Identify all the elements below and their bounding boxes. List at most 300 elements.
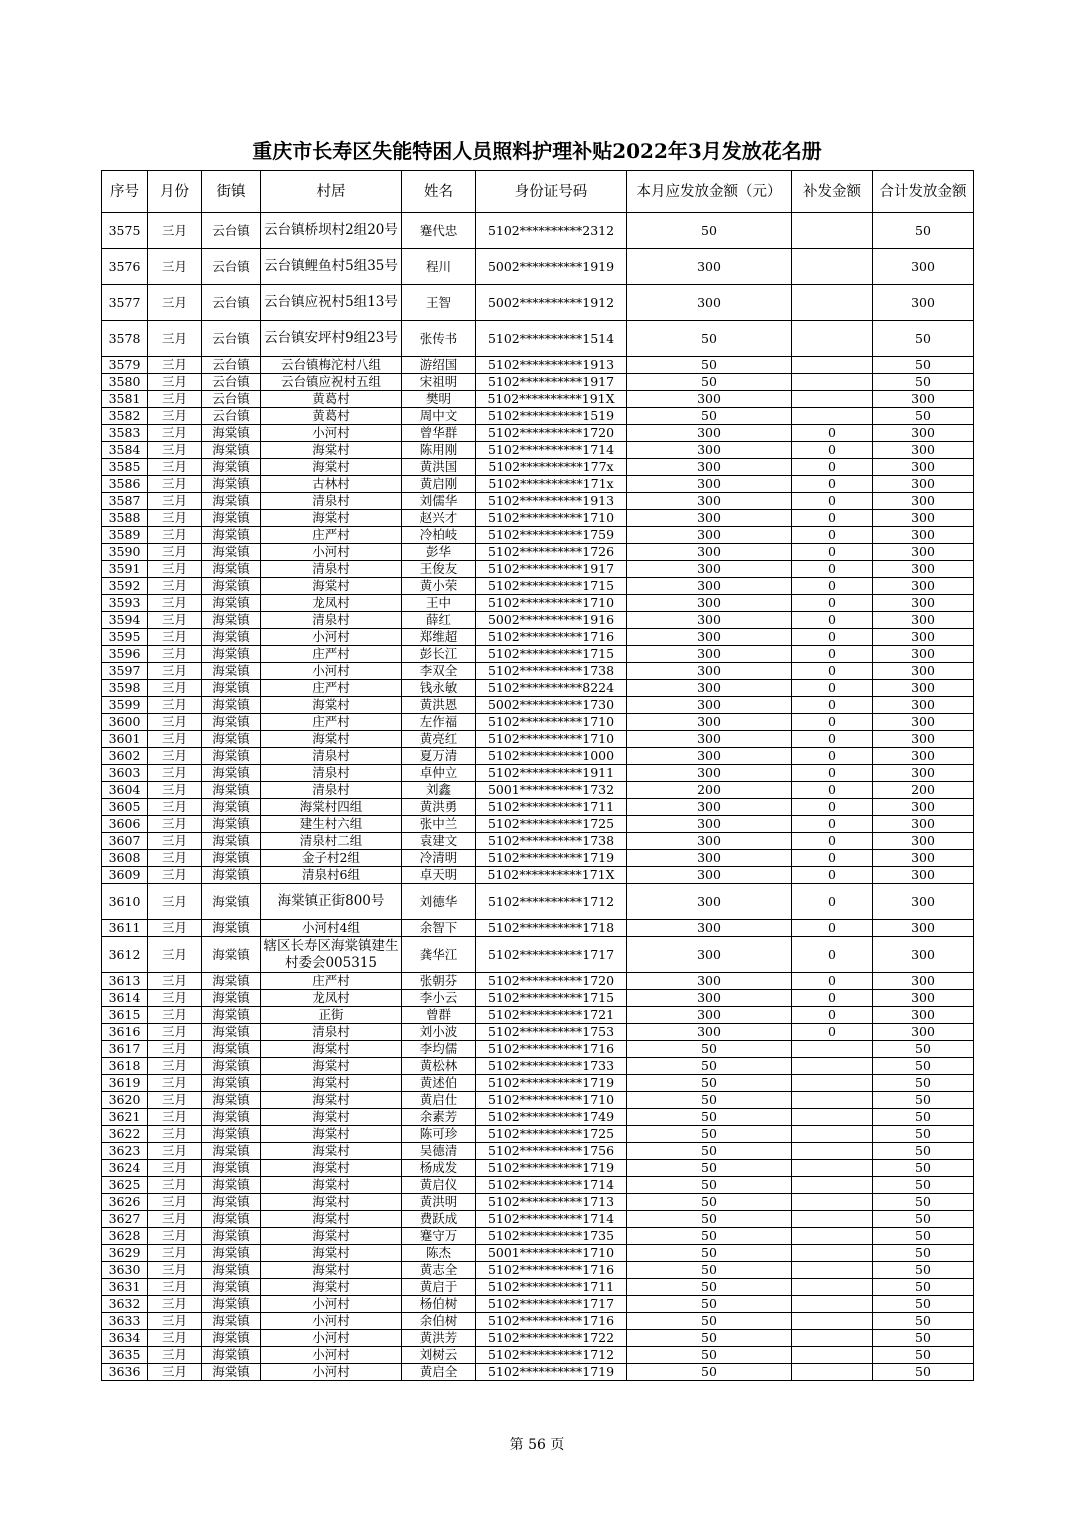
cell-month: 三月 bbox=[148, 1194, 202, 1211]
table-row bbox=[102, 1364, 974, 1381]
cell-amount: 300 bbox=[627, 990, 792, 1007]
cell-extra bbox=[792, 1228, 873, 1245]
cell-id: 5102**********171x bbox=[476, 476, 627, 493]
table-row bbox=[102, 973, 974, 990]
col-header-total: 合计发放金额 bbox=[873, 171, 974, 213]
cell-extra: 0 bbox=[792, 493, 873, 510]
cell-village: 海棠村 bbox=[261, 1109, 402, 1126]
cell-extra bbox=[792, 213, 873, 249]
table-row bbox=[102, 867, 974, 884]
cell-no: 3592 bbox=[102, 578, 148, 595]
cell-village: 云台镇鲤鱼村5组35号 bbox=[261, 249, 402, 285]
cell-village: 云台镇安坪村9组23号 bbox=[261, 321, 402, 357]
cell-town: 海棠镇 bbox=[202, 973, 261, 990]
cell-no: 3632 bbox=[102, 1296, 148, 1313]
cell-no: 3621 bbox=[102, 1109, 148, 1126]
cell-amount: 300 bbox=[627, 510, 792, 527]
cell-month: 三月 bbox=[148, 476, 202, 493]
cell-id: 5102**********1722 bbox=[476, 1330, 627, 1347]
cell-town: 海棠镇 bbox=[202, 1160, 261, 1177]
cell-id: 5102**********1719 bbox=[476, 1075, 627, 1092]
table-row bbox=[102, 748, 974, 765]
table-row bbox=[102, 833, 974, 850]
table-row bbox=[102, 459, 974, 476]
table-body bbox=[102, 213, 974, 1381]
cell-name: 郑维超 bbox=[402, 629, 476, 646]
col-header-amount: 本月应发放金额（元） bbox=[627, 171, 792, 213]
table-row bbox=[102, 442, 974, 459]
cell-id: 5102**********1735 bbox=[476, 1228, 627, 1245]
cell-extra bbox=[792, 1313, 873, 1330]
cell-town: 海棠镇 bbox=[202, 1211, 261, 1228]
cell-extra: 0 bbox=[792, 748, 873, 765]
cell-amount: 300 bbox=[627, 748, 792, 765]
cell-month: 三月 bbox=[148, 1109, 202, 1126]
cell-month: 三月 bbox=[148, 493, 202, 510]
cell-total: 300 bbox=[873, 697, 974, 714]
cell-total: 300 bbox=[873, 1024, 974, 1041]
cell-total: 300 bbox=[873, 920, 974, 937]
cell-amount: 50 bbox=[627, 1245, 792, 1262]
cell-name: 黄亮红 bbox=[402, 731, 476, 748]
cell-total: 50 bbox=[873, 1347, 974, 1364]
cell-town: 海棠镇 bbox=[202, 782, 261, 799]
cell-name: 张中兰 bbox=[402, 816, 476, 833]
cell-id: 5102**********1716 bbox=[476, 1262, 627, 1279]
table-row bbox=[102, 612, 974, 629]
cell-id: 5102**********1716 bbox=[476, 629, 627, 646]
cell-name: 程川 bbox=[402, 249, 476, 285]
cell-amount: 200 bbox=[627, 782, 792, 799]
table-row bbox=[102, 782, 974, 799]
cell-amount: 300 bbox=[627, 561, 792, 578]
cell-month: 三月 bbox=[148, 833, 202, 850]
cell-total: 50 bbox=[873, 1041, 974, 1058]
cell-extra bbox=[792, 1279, 873, 1296]
cell-id: 5102**********1716 bbox=[476, 1041, 627, 1058]
cell-name: 黄洪国 bbox=[402, 459, 476, 476]
cell-extra bbox=[792, 1177, 873, 1194]
cell-village: 建生村六组 bbox=[261, 816, 402, 833]
cell-id: 5102**********1717 bbox=[476, 1296, 627, 1313]
cell-village: 正街 bbox=[261, 1007, 402, 1024]
cell-total: 50 bbox=[873, 374, 974, 391]
table-row bbox=[102, 213, 974, 249]
cell-town: 海棠镇 bbox=[202, 1296, 261, 1313]
cell-month: 三月 bbox=[148, 680, 202, 697]
cell-total: 300 bbox=[873, 833, 974, 850]
cell-name: 黄洪勇 bbox=[402, 799, 476, 816]
cell-amount: 50 bbox=[627, 374, 792, 391]
cell-extra bbox=[792, 1262, 873, 1279]
table-row bbox=[102, 595, 974, 612]
cell-month: 三月 bbox=[148, 765, 202, 782]
cell-name: 刘德华 bbox=[402, 884, 476, 920]
cell-month: 三月 bbox=[148, 799, 202, 816]
cell-no: 3633 bbox=[102, 1313, 148, 1330]
cell-total: 300 bbox=[873, 578, 974, 595]
cell-extra bbox=[792, 1194, 873, 1211]
cell-no: 3598 bbox=[102, 680, 148, 697]
cell-month: 三月 bbox=[148, 527, 202, 544]
cell-extra: 0 bbox=[792, 578, 873, 595]
cell-month: 三月 bbox=[148, 321, 202, 357]
cell-amount: 300 bbox=[627, 629, 792, 646]
cell-no: 3587 bbox=[102, 493, 148, 510]
cell-month: 三月 bbox=[148, 1296, 202, 1313]
cell-name: 余素芳 bbox=[402, 1109, 476, 1126]
cell-no: 3611 bbox=[102, 920, 148, 937]
cell-amount: 300 bbox=[627, 884, 792, 920]
cell-total: 300 bbox=[873, 612, 974, 629]
cell-total: 300 bbox=[873, 629, 974, 646]
cell-id: 5102**********1712 bbox=[476, 884, 627, 920]
cell-name: 曾群 bbox=[402, 1007, 476, 1024]
table-row bbox=[102, 391, 974, 408]
col-header-extra: 补发金额 bbox=[792, 171, 873, 213]
cell-total: 300 bbox=[873, 765, 974, 782]
cell-no: 3631 bbox=[102, 1279, 148, 1296]
table-row bbox=[102, 561, 974, 578]
cell-extra: 0 bbox=[792, 1007, 873, 1024]
cell-total: 300 bbox=[873, 816, 974, 833]
table-row bbox=[102, 1109, 974, 1126]
cell-month: 三月 bbox=[148, 285, 202, 321]
cell-extra bbox=[792, 1126, 873, 1143]
cell-village: 清泉村 bbox=[261, 561, 402, 578]
cell-total: 300 bbox=[873, 1007, 974, 1024]
cell-total: 50 bbox=[873, 1109, 974, 1126]
table-row bbox=[102, 937, 974, 973]
cell-amount: 300 bbox=[627, 731, 792, 748]
cell-month: 三月 bbox=[148, 408, 202, 425]
cell-amount: 50 bbox=[627, 357, 792, 374]
cell-name: 龚华江 bbox=[402, 937, 476, 973]
cell-id: 5102**********8224 bbox=[476, 680, 627, 697]
cell-name: 黄小荣 bbox=[402, 578, 476, 595]
cell-total: 300 bbox=[873, 459, 974, 476]
cell-total: 50 bbox=[873, 1177, 974, 1194]
cell-id: 5102**********1911 bbox=[476, 765, 627, 782]
cell-name: 刘鑫 bbox=[402, 782, 476, 799]
table-row bbox=[102, 1126, 974, 1143]
table-row bbox=[102, 493, 974, 510]
cell-id: 5102**********1711 bbox=[476, 1279, 627, 1296]
cell-total: 300 bbox=[873, 850, 974, 867]
cell-month: 三月 bbox=[148, 1177, 202, 1194]
table-row bbox=[102, 646, 974, 663]
cell-town: 海棠镇 bbox=[202, 680, 261, 697]
cell-id: 5102**********1718 bbox=[476, 920, 627, 937]
cell-name: 樊明 bbox=[402, 391, 476, 408]
cell-total: 50 bbox=[873, 1313, 974, 1330]
cell-no: 3605 bbox=[102, 799, 148, 816]
cell-id: 5102**********1710 bbox=[476, 595, 627, 612]
cell-total: 300 bbox=[873, 646, 974, 663]
cell-id: 5102**********1717 bbox=[476, 937, 627, 973]
cell-amount: 300 bbox=[627, 937, 792, 973]
cell-name: 彭华 bbox=[402, 544, 476, 561]
cell-village: 小河村 bbox=[261, 629, 402, 646]
cell-month: 三月 bbox=[148, 612, 202, 629]
cell-village: 海棠村 bbox=[261, 1211, 402, 1228]
cell-no: 3624 bbox=[102, 1160, 148, 1177]
table-row bbox=[102, 663, 974, 680]
cell-town: 海棠镇 bbox=[202, 990, 261, 1007]
cell-name: 黄洪明 bbox=[402, 1194, 476, 1211]
col-header-id: 身份证号码 bbox=[476, 171, 627, 213]
cell-no: 3594 bbox=[102, 612, 148, 629]
table-row bbox=[102, 1211, 974, 1228]
cell-town: 云台镇 bbox=[202, 374, 261, 391]
cell-amount: 300 bbox=[627, 285, 792, 321]
cell-id: 5102**********1738 bbox=[476, 663, 627, 680]
cell-name: 冷柏岐 bbox=[402, 527, 476, 544]
cell-name: 陈用刚 bbox=[402, 442, 476, 459]
cell-total: 300 bbox=[873, 476, 974, 493]
cell-amount: 50 bbox=[627, 1194, 792, 1211]
cell-no: 3626 bbox=[102, 1194, 148, 1211]
cell-amount: 300 bbox=[627, 850, 792, 867]
cell-no: 3634 bbox=[102, 1330, 148, 1347]
cell-total: 50 bbox=[873, 1194, 974, 1211]
cell-town: 海棠镇 bbox=[202, 1313, 261, 1330]
cell-town: 海棠镇 bbox=[202, 1007, 261, 1024]
cell-extra: 0 bbox=[792, 765, 873, 782]
cell-town: 海棠镇 bbox=[202, 1143, 261, 1160]
table-row bbox=[102, 920, 974, 937]
cell-id: 5102**********1514 bbox=[476, 321, 627, 357]
table-row bbox=[102, 1262, 974, 1279]
cell-total: 50 bbox=[873, 1262, 974, 1279]
cell-village: 海棠村 bbox=[261, 1245, 402, 1262]
cell-extra: 0 bbox=[792, 850, 873, 867]
cell-no: 3616 bbox=[102, 1024, 148, 1041]
cell-name: 刘儒华 bbox=[402, 493, 476, 510]
cell-extra bbox=[792, 1160, 873, 1177]
cell-month: 三月 bbox=[148, 973, 202, 990]
cell-no: 3584 bbox=[102, 442, 148, 459]
cell-no: 3604 bbox=[102, 782, 148, 799]
cell-extra: 0 bbox=[792, 476, 873, 493]
cell-name: 周中文 bbox=[402, 408, 476, 425]
cell-no: 3578 bbox=[102, 321, 148, 357]
col-header-town: 街镇 bbox=[202, 171, 261, 213]
cell-total: 300 bbox=[873, 680, 974, 697]
cell-town: 海棠镇 bbox=[202, 1228, 261, 1245]
cell-amount: 50 bbox=[627, 1347, 792, 1364]
cell-village: 小河村 bbox=[261, 1347, 402, 1364]
cell-village: 海棠村 bbox=[261, 731, 402, 748]
cell-month: 三月 bbox=[148, 391, 202, 408]
cell-name: 夏万清 bbox=[402, 748, 476, 765]
cell-town: 海棠镇 bbox=[202, 833, 261, 850]
table-row bbox=[102, 1194, 974, 1211]
cell-town: 云台镇 bbox=[202, 213, 261, 249]
cell-name: 李小云 bbox=[402, 990, 476, 1007]
cell-village: 海棠村 bbox=[261, 1075, 402, 1092]
cell-no: 3599 bbox=[102, 697, 148, 714]
cell-no: 3590 bbox=[102, 544, 148, 561]
cell-id: 5001**********1710 bbox=[476, 1245, 627, 1262]
cell-village: 海棠村 bbox=[261, 1143, 402, 1160]
cell-id: 5102**********1713 bbox=[476, 1194, 627, 1211]
cell-extra bbox=[792, 1296, 873, 1313]
cell-extra bbox=[792, 1109, 873, 1126]
cell-extra: 0 bbox=[792, 425, 873, 442]
cell-town: 海棠镇 bbox=[202, 1075, 261, 1092]
cell-name: 刘小波 bbox=[402, 1024, 476, 1041]
cell-village: 海棠村 bbox=[261, 1160, 402, 1177]
cell-id: 5102**********1000 bbox=[476, 748, 627, 765]
table-row bbox=[102, 680, 974, 697]
cell-amount: 300 bbox=[627, 799, 792, 816]
cell-id: 5102**********1715 bbox=[476, 990, 627, 1007]
table-row bbox=[102, 1245, 974, 1262]
cell-total: 50 bbox=[873, 1092, 974, 1109]
cell-extra: 0 bbox=[792, 646, 873, 663]
cell-amount: 50 bbox=[627, 1092, 792, 1109]
cell-town: 海棠镇 bbox=[202, 884, 261, 920]
cell-month: 三月 bbox=[148, 731, 202, 748]
cell-total: 300 bbox=[873, 527, 974, 544]
cell-name: 左作福 bbox=[402, 714, 476, 731]
cell-village: 海棠村四组 bbox=[261, 799, 402, 816]
cell-total: 300 bbox=[873, 714, 974, 731]
cell-village: 庄严村 bbox=[261, 680, 402, 697]
cell-amount: 300 bbox=[627, 663, 792, 680]
cell-extra: 0 bbox=[792, 544, 873, 561]
cell-no: 3588 bbox=[102, 510, 148, 527]
cell-village: 庄严村 bbox=[261, 714, 402, 731]
cell-no: 3575 bbox=[102, 213, 148, 249]
table-row bbox=[102, 321, 974, 357]
cell-no: 3614 bbox=[102, 990, 148, 1007]
cell-month: 三月 bbox=[148, 1092, 202, 1109]
cell-total: 300 bbox=[873, 425, 974, 442]
cell-no: 3617 bbox=[102, 1041, 148, 1058]
cell-extra bbox=[792, 285, 873, 321]
cell-name: 吴德清 bbox=[402, 1143, 476, 1160]
table-row bbox=[102, 697, 974, 714]
cell-no: 3636 bbox=[102, 1364, 148, 1381]
cell-village: 海棠村 bbox=[261, 510, 402, 527]
cell-village: 海棠村 bbox=[261, 1228, 402, 1245]
cell-extra: 0 bbox=[792, 867, 873, 884]
cell-month: 三月 bbox=[148, 1245, 202, 1262]
cell-month: 三月 bbox=[148, 1330, 202, 1347]
cell-village: 云台镇应祝村5组13号 bbox=[261, 285, 402, 321]
cell-town: 海棠镇 bbox=[202, 850, 261, 867]
table-row bbox=[102, 374, 974, 391]
cell-id: 5102**********1738 bbox=[476, 833, 627, 850]
cell-amount: 50 bbox=[627, 1058, 792, 1075]
cell-month: 三月 bbox=[148, 1262, 202, 1279]
cell-town: 海棠镇 bbox=[202, 1330, 261, 1347]
cell-extra: 0 bbox=[792, 920, 873, 937]
table-row bbox=[102, 544, 974, 561]
cell-extra: 0 bbox=[792, 782, 873, 799]
cell-name: 冷清明 bbox=[402, 850, 476, 867]
cell-id: 5102**********1917 bbox=[476, 561, 627, 578]
cell-id: 5102**********1749 bbox=[476, 1109, 627, 1126]
cell-village: 海棠村 bbox=[261, 1092, 402, 1109]
cell-town: 海棠镇 bbox=[202, 1177, 261, 1194]
table-row bbox=[102, 714, 974, 731]
cell-amount: 50 bbox=[627, 1330, 792, 1347]
cell-village: 清泉村 bbox=[261, 748, 402, 765]
table-row bbox=[102, 1330, 974, 1347]
cell-name: 蹇守万 bbox=[402, 1228, 476, 1245]
cell-name: 王俊友 bbox=[402, 561, 476, 578]
cell-id: 5102**********1710 bbox=[476, 714, 627, 731]
cell-extra: 0 bbox=[792, 510, 873, 527]
cell-extra: 0 bbox=[792, 884, 873, 920]
cell-amount: 300 bbox=[627, 714, 792, 731]
table-row bbox=[102, 1058, 974, 1075]
cell-town: 海棠镇 bbox=[202, 714, 261, 731]
cell-extra bbox=[792, 1058, 873, 1075]
cell-id: 5102**********1714 bbox=[476, 1177, 627, 1194]
cell-id: 5102**********1711 bbox=[476, 799, 627, 816]
cell-id: 5102**********1726 bbox=[476, 544, 627, 561]
table-row bbox=[102, 249, 974, 285]
cell-no: 3615 bbox=[102, 1007, 148, 1024]
cell-name: 余伯树 bbox=[402, 1313, 476, 1330]
cell-town: 云台镇 bbox=[202, 408, 261, 425]
cell-id: 5102**********1913 bbox=[476, 357, 627, 374]
cell-village: 云台镇桥坝村2组20号 bbox=[261, 213, 402, 249]
cell-amount: 300 bbox=[627, 680, 792, 697]
cell-total: 300 bbox=[873, 663, 974, 680]
cell-town: 海棠镇 bbox=[202, 459, 261, 476]
cell-town: 海棠镇 bbox=[202, 867, 261, 884]
cell-name: 黄志全 bbox=[402, 1262, 476, 1279]
cell-village: 海棠村 bbox=[261, 697, 402, 714]
cell-town: 海棠镇 bbox=[202, 1194, 261, 1211]
cell-town: 海棠镇 bbox=[202, 1024, 261, 1041]
cell-id: 5102**********1712 bbox=[476, 1347, 627, 1364]
cell-extra: 0 bbox=[792, 990, 873, 1007]
cell-total: 300 bbox=[873, 990, 974, 1007]
cell-total: 300 bbox=[873, 748, 974, 765]
cell-no: 3608 bbox=[102, 850, 148, 867]
cell-id: 5102**********1725 bbox=[476, 1126, 627, 1143]
cell-extra bbox=[792, 1143, 873, 1160]
cell-extra: 0 bbox=[792, 442, 873, 459]
cell-town: 海棠镇 bbox=[202, 493, 261, 510]
table-row bbox=[102, 510, 974, 527]
cell-village: 海棠村 bbox=[261, 1041, 402, 1058]
cell-amount: 50 bbox=[627, 1228, 792, 1245]
cell-village: 龙凤村 bbox=[261, 595, 402, 612]
cell-no: 3607 bbox=[102, 833, 148, 850]
cell-town: 海棠镇 bbox=[202, 1347, 261, 1364]
cell-id: 5002**********1912 bbox=[476, 285, 627, 321]
cell-town: 海棠镇 bbox=[202, 561, 261, 578]
cell-extra: 0 bbox=[792, 714, 873, 731]
cell-amount: 300 bbox=[627, 527, 792, 544]
cell-name: 黄启仪 bbox=[402, 1177, 476, 1194]
cell-id: 5102**********1719 bbox=[476, 850, 627, 867]
cell-no: 3613 bbox=[102, 973, 148, 990]
cell-amount: 300 bbox=[627, 476, 792, 493]
cell-town: 海棠镇 bbox=[202, 1364, 261, 1381]
cell-name: 李均儒 bbox=[402, 1041, 476, 1058]
cell-name: 黄述伯 bbox=[402, 1075, 476, 1092]
table-row bbox=[102, 884, 974, 920]
cell-amount: 50 bbox=[627, 1364, 792, 1381]
